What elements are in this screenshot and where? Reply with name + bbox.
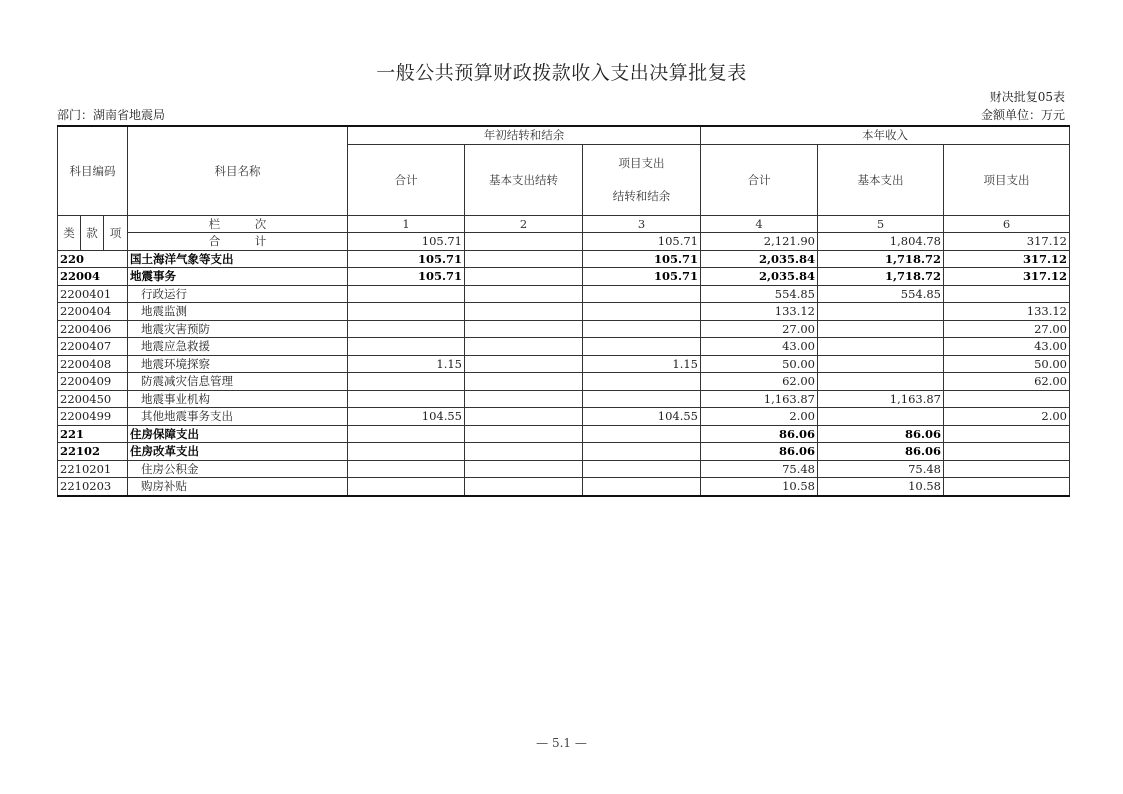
table-row — [58, 408, 1070, 426]
row-c5 — [818, 355, 944, 373]
table-row — [58, 285, 1070, 303]
table-row — [58, 460, 1070, 478]
row-c4: 50.00 — [701, 355, 818, 373]
name-header: 科目名称 — [128, 126, 348, 215]
row-c2 — [465, 373, 583, 391]
row-c4: 27.00 — [701, 320, 818, 338]
total-c4: 2,121.90 — [701, 233, 818, 251]
row-c6 — [944, 425, 1070, 443]
total-c1: 105.71 — [348, 233, 465, 251]
row-c4: 2,035.84 — [701, 268, 818, 286]
col-basic-header: 基本支出 — [818, 144, 944, 215]
row-c6 — [944, 460, 1070, 478]
page-number: — 5.1 — — [536, 736, 587, 750]
row-c2 — [465, 250, 583, 268]
row-c2 — [465, 338, 583, 356]
row-c6 — [944, 478, 1070, 496]
row-code: 220 — [58, 250, 128, 268]
table-row — [58, 355, 1070, 373]
row-c6: 50.00 — [944, 355, 1070, 373]
budget-table — [57, 125, 1070, 497]
row-c2 — [465, 285, 583, 303]
row-name: 地震监测 — [128, 303, 348, 321]
row-c1 — [348, 373, 465, 391]
row-c2 — [465, 408, 583, 426]
row-c1 — [348, 460, 465, 478]
row-code: 2210203 — [58, 478, 128, 496]
row-c3: 104.55 — [583, 408, 701, 426]
col-basic-carry-header: 基本支出结转 — [465, 144, 583, 215]
row-c5: 75.48 — [818, 460, 944, 478]
row-c1 — [348, 425, 465, 443]
row-c3 — [583, 460, 701, 478]
group-carryover-header: 年初结转和结余 — [348, 126, 701, 144]
row-c5 — [818, 303, 944, 321]
row-c3 — [583, 443, 701, 461]
table-row — [58, 338, 1070, 356]
row-c1 — [348, 478, 465, 496]
row-c1 — [348, 443, 465, 461]
row-name: 购房补贴 — [128, 478, 348, 496]
col-number-2: 2 — [465, 215, 583, 233]
table-row — [58, 443, 1070, 461]
row-c6: 27.00 — [944, 320, 1070, 338]
row-c6 — [944, 390, 1070, 408]
row-c6: 43.00 — [944, 338, 1070, 356]
row-c5: 1,163.87 — [818, 390, 944, 408]
row-c1: 1.15 — [348, 355, 465, 373]
table-row — [58, 303, 1070, 321]
row-c5 — [818, 408, 944, 426]
row-code: 22102 — [58, 443, 128, 461]
row-c3: 1.15 — [583, 355, 701, 373]
col-project-carry-line1: 项目支出 — [618, 155, 665, 170]
page-title: 一般公共预算财政拨款收入支出决算批复表 — [376, 62, 747, 84]
row-c3 — [583, 285, 701, 303]
col-project-carry-line2: 结转和结余 — [612, 188, 671, 203]
table-row — [58, 320, 1070, 338]
row-code: 221 — [58, 425, 128, 443]
col-project-carry-header — [583, 144, 701, 215]
row-name: 住房保障支出 — [128, 425, 348, 443]
lanci-header: 栏 次 — [128, 215, 348, 233]
row-code: 2200404 — [58, 303, 128, 321]
total-c3: 105.71 — [583, 233, 701, 251]
row-c3: 105.71 — [583, 268, 701, 286]
row-c5: 86.06 — [818, 443, 944, 461]
row-code: 2200406 — [58, 320, 128, 338]
row-name: 防震减灾信息管理 — [128, 373, 348, 391]
total-label: 合 计 — [128, 233, 348, 251]
row-c3 — [583, 373, 701, 391]
row-c1: 105.71 — [348, 250, 465, 268]
row-c2 — [465, 390, 583, 408]
row-c3 — [583, 478, 701, 496]
row-c4: 86.06 — [701, 443, 818, 461]
row-code: 2200401 — [58, 285, 128, 303]
row-name: 地震灾害预防 — [128, 320, 348, 338]
row-c6: 62.00 — [944, 373, 1070, 391]
row-c1: 104.55 — [348, 408, 465, 426]
row-c5 — [818, 338, 944, 356]
kuan-header: 款 — [81, 215, 104, 250]
col-number-3: 3 — [583, 215, 701, 233]
row-c4: 43.00 — [701, 338, 818, 356]
row-name: 地震应急救援 — [128, 338, 348, 356]
row-name: 地震环境探察 — [128, 355, 348, 373]
col-total2-header: 合计 — [701, 144, 818, 215]
col-number-4: 4 — [701, 215, 818, 233]
row-c6: 317.12 — [944, 250, 1070, 268]
row-c4: 133.12 — [701, 303, 818, 321]
row-name: 地震事业机构 — [128, 390, 348, 408]
table-row — [58, 390, 1070, 408]
row-c2 — [465, 303, 583, 321]
row-c2 — [465, 478, 583, 496]
row-code: 22004 — [58, 268, 128, 286]
row-c6 — [944, 443, 1070, 461]
row-c3 — [583, 303, 701, 321]
table-row — [58, 268, 1070, 286]
row-c5: 1,718.72 — [818, 250, 944, 268]
table-row — [58, 425, 1070, 443]
row-c6: 133.12 — [944, 303, 1070, 321]
group-income-header: 本年收入 — [701, 126, 1070, 144]
lei-header: 类 — [58, 215, 81, 250]
col-number-1: 1 — [348, 215, 465, 233]
xiang-header: 项 — [104, 215, 128, 250]
row-c4: 86.06 — [701, 425, 818, 443]
row-c3: 105.71 — [583, 250, 701, 268]
row-c5: 10.58 — [818, 478, 944, 496]
row-c5: 86.06 — [818, 425, 944, 443]
col-number-5: 5 — [818, 215, 944, 233]
row-c4: 2.00 — [701, 408, 818, 426]
row-name: 其他地震事务支出 — [128, 408, 348, 426]
row-c6: 2.00 — [944, 408, 1070, 426]
row-c4: 62.00 — [701, 373, 818, 391]
table-row — [58, 250, 1070, 268]
row-name: 地震事务 — [128, 268, 348, 286]
row-c5 — [818, 320, 944, 338]
header-row-numbers — [58, 215, 1070, 233]
row-c6 — [944, 285, 1070, 303]
row-c6: 317.12 — [944, 268, 1070, 286]
row-code: 2200450 — [58, 390, 128, 408]
row-name: 住房公积金 — [128, 460, 348, 478]
row-c1 — [348, 338, 465, 356]
row-c1 — [348, 320, 465, 338]
row-code: 2210201 — [58, 460, 128, 478]
row-name: 住房改革支出 — [128, 443, 348, 461]
row-code: 2200409 — [58, 373, 128, 391]
row-c4: 75.48 — [701, 460, 818, 478]
row-code: 2200499 — [58, 408, 128, 426]
row-c4: 554.85 — [701, 285, 818, 303]
department-label: 部门：湖南省地震局 — [57, 108, 166, 122]
row-c5: 1,718.72 — [818, 268, 944, 286]
row-c5 — [818, 373, 944, 391]
row-c3 — [583, 390, 701, 408]
row-c3 — [583, 338, 701, 356]
row-c2 — [465, 443, 583, 461]
row-c2 — [465, 268, 583, 286]
table-row — [58, 478, 1070, 496]
code-header: 科目编码 — [58, 126, 128, 215]
row-c4: 1,163.87 — [701, 390, 818, 408]
row-c1: 105.71 — [348, 268, 465, 286]
row-c2 — [465, 425, 583, 443]
row-c3 — [583, 425, 701, 443]
total-row — [58, 233, 1070, 251]
row-c1 — [348, 303, 465, 321]
row-c5: 554.85 — [818, 285, 944, 303]
unit-label: 金额单位：万元 — [980, 108, 1065, 122]
row-c2 — [465, 460, 583, 478]
form-number: 财决批复05表 — [989, 90, 1065, 104]
header-row-1 — [58, 126, 1070, 144]
col-total1-header: 合计 — [348, 144, 465, 215]
row-c4: 10.58 — [701, 478, 818, 496]
row-c2 — [465, 355, 583, 373]
table-row — [58, 373, 1070, 391]
col-number-6: 6 — [944, 215, 1070, 233]
row-code: 2200408 — [58, 355, 128, 373]
row-name: 行政运行 — [128, 285, 348, 303]
total-c6: 317.12 — [944, 233, 1070, 251]
total-c2 — [465, 233, 583, 251]
row-c2 — [465, 320, 583, 338]
col-project-header: 项目支出 — [944, 144, 1070, 215]
total-c5: 1,804.78 — [818, 233, 944, 251]
row-c3 — [583, 320, 701, 338]
row-name: 国土海洋气象等支出 — [128, 250, 348, 268]
row-c4: 2,035.84 — [701, 250, 818, 268]
row-code: 2200407 — [58, 338, 128, 356]
row-c1 — [348, 390, 465, 408]
row-c1 — [348, 285, 465, 303]
